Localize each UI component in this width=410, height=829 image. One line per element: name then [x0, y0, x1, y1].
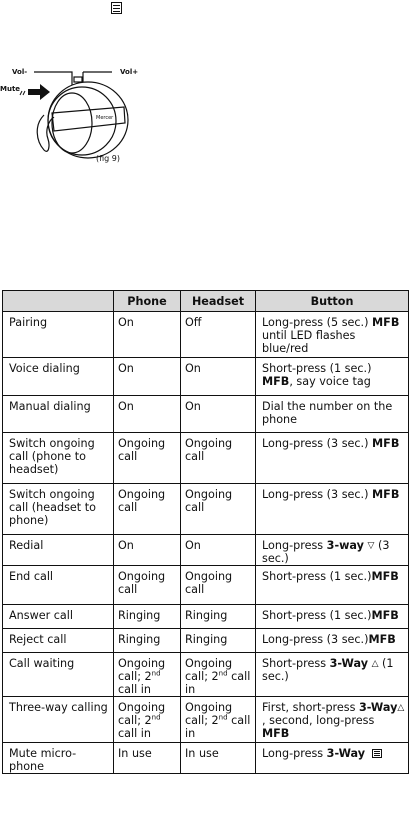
table-row [3, 697, 409, 743]
phone-cell: Ongoing call [114, 433, 181, 484]
device-brand-text: Mercer [96, 115, 114, 121]
mute-label: Mute [0, 85, 21, 93]
phone-cell: On [114, 312, 181, 358]
action-cell: Mute micro-phone [3, 743, 114, 774]
button-cell: Short-press (1 sec.)MFB [256, 566, 409, 605]
bold-key-name: MFB [372, 316, 400, 329]
button-cell: Long-press (3 sec.)MFB [256, 629, 409, 653]
phone-cell: On [114, 396, 181, 433]
button-function-table [2, 290, 409, 774]
bold-key-name: MFB [262, 727, 290, 740]
phone-cell: Ongoing call; 2nd call in [114, 653, 181, 697]
header-phone: Phone [114, 291, 181, 312]
button-cell: Short-press (1 sec.) MFB, say voice tag [256, 358, 409, 396]
phone-cell: Ringing [114, 629, 181, 653]
button-cell: Long-press (5 sec.) MFB until LED flashes blue/red [256, 312, 409, 358]
table-row [3, 653, 409, 697]
phone-cell: In use [114, 743, 181, 774]
action-cell: Switch ongoing call (phone to headset) [3, 433, 114, 484]
button-cell: Long-press 3-way ▽ (3 sec.) [256, 535, 409, 566]
bold-key-name: 3-Way [326, 747, 366, 760]
headset-cell: Ringing [181, 605, 256, 629]
action-cell: Call waiting [3, 653, 114, 697]
action-cell: Three-way calling [3, 697, 114, 743]
table-row [3, 535, 409, 566]
button-cell: First, short-press 3-Way△, second, long-press MFB [256, 697, 409, 743]
headset-cell: Ongoing call [181, 484, 256, 535]
headset-cell: Ringing [181, 629, 256, 653]
table-row [3, 629, 409, 653]
header-action [3, 291, 114, 312]
button-cell: Long-press (3 sec.) MFB [256, 484, 409, 535]
table-row [3, 484, 409, 535]
menu-icon [111, 2, 122, 14]
bold-key-name: 3-Way [359, 701, 398, 714]
bold-key-name: MFB [372, 437, 400, 450]
ordinal-superscript: nd [151, 669, 161, 678]
button-cell: Dial the number on the phone [256, 396, 409, 433]
action-cell: Pairing [3, 312, 114, 358]
ordinal-superscript: nd [218, 669, 228, 678]
table-row [3, 312, 409, 358]
button-cell: Long-press 3-Way [256, 743, 409, 774]
up-triangles-icon: △ [371, 659, 379, 669]
table-row [3, 743, 409, 774]
button-cell: Short-press 3-Way △ (1 sec.) [256, 653, 409, 697]
phone-cell: Ongoing call [114, 566, 181, 605]
action-cell: End call [3, 566, 114, 605]
headset-cell: On [181, 396, 256, 433]
headset-cell: Ongoing call [181, 433, 256, 484]
table-header-row [3, 291, 409, 312]
phone-cell: Ringing [114, 605, 181, 629]
button-cell: Short-press (1 sec.)MFB [256, 605, 409, 629]
action-cell: Voice dialing [3, 358, 114, 396]
figure-caption: (fig 9) [96, 154, 120, 163]
phone-cell: Ongoing call; 2nd call in [114, 697, 181, 743]
headset-cell: Ongoing call [181, 566, 256, 605]
down-triangles-icon: ▽ [367, 541, 375, 551]
ordinal-superscript: nd [151, 713, 161, 722]
headset-cell: Ongoing call; 2nd call in [181, 697, 256, 743]
bold-key-name: 3-Way [329, 657, 368, 670]
action-cell: Switch ongoing call (headset to phone) [3, 484, 114, 535]
phone-cell: Ongoing call [114, 484, 181, 535]
action-cell: Reject call [3, 629, 114, 653]
bold-key-name: MFB [262, 375, 290, 388]
action-cell: Manual dialing [3, 396, 114, 433]
action-cell: Redial [3, 535, 114, 566]
bold-key-name: 3-way [326, 539, 364, 552]
bold-key-name: MFB [368, 633, 396, 646]
table-row [3, 358, 409, 396]
bold-key-name: MFB [371, 609, 399, 622]
ordinal-superscript: nd [218, 713, 228, 722]
header-headset: Headset [181, 291, 256, 312]
headset-cell: On [181, 358, 256, 396]
vol-plus-label: Vol+ [120, 68, 139, 76]
table-row [3, 605, 409, 629]
headset-cell: Off [181, 312, 256, 358]
vol-minus-label: Vol- [12, 68, 28, 76]
bold-key-name: MFB [372, 488, 400, 501]
bold-key-name: MFB [371, 570, 399, 583]
headset-cell: Ongoing call; 2nd call in [181, 653, 256, 697]
action-cell: Answer call [3, 605, 114, 629]
table-row [3, 396, 409, 433]
headset-figure [0, 55, 150, 170]
table-row [3, 433, 409, 484]
menu-icon [372, 749, 382, 758]
button-cell: Long-press (3 sec.) MFB [256, 433, 409, 484]
table-row [3, 566, 409, 605]
header-button: Button [256, 291, 409, 312]
phone-cell: On [114, 358, 181, 396]
headset-cell: In use [181, 743, 256, 774]
up-triangles-icon: △ [397, 703, 405, 713]
headset-cell: On [181, 535, 256, 566]
phone-cell: On [114, 535, 181, 566]
